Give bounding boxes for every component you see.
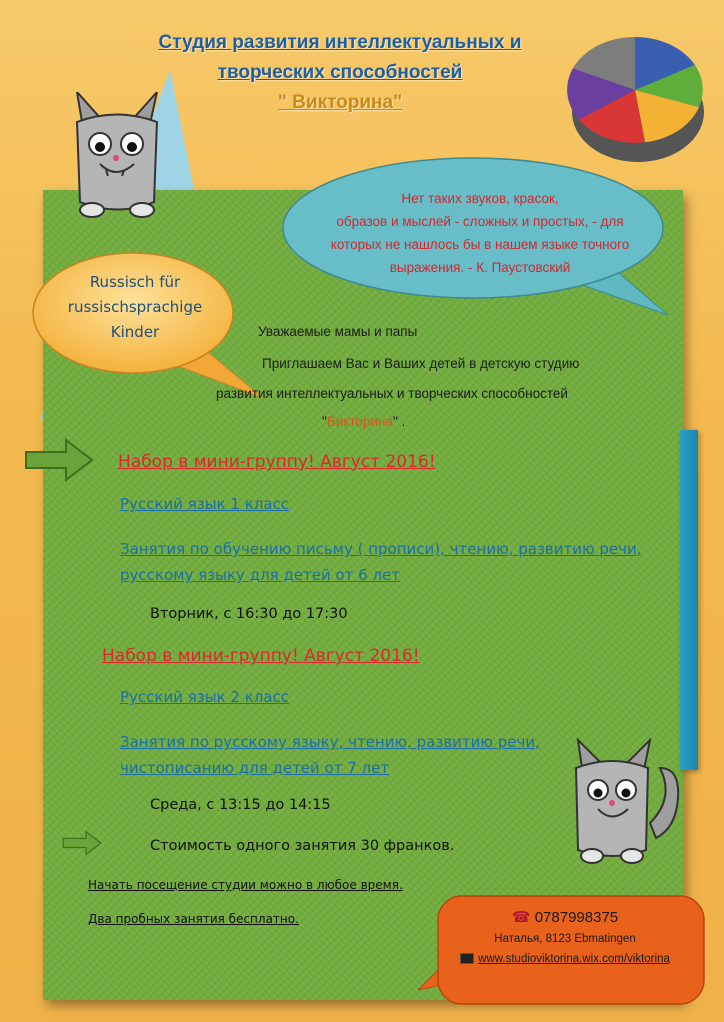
laptop-icon — [460, 953, 474, 964]
russisch-line-3: Kinder — [110, 323, 160, 341]
group1-heading: Набор в мини-группу! Август 2016! — [118, 452, 436, 472]
group1-course: Русский язык 1 класс — [120, 495, 290, 513]
note-trial: Два пробных занятия бесплатно. — [88, 912, 299, 926]
title-line-2: творческих способностей — [217, 62, 463, 83]
website-line — [440, 948, 690, 970]
address: Наталья, 8123 Ebmatingen — [494, 933, 636, 945]
russisch-text — [50, 270, 220, 345]
quote-line-3: которых не нашлось бы в нашем языке точного — [330, 237, 630, 252]
website-link[interactable]: www.studioviktorina.wix.com/viktorina — [478, 953, 670, 965]
greeting: Уважаемые мамы и папы — [258, 324, 418, 339]
quote-text — [290, 187, 670, 279]
note-anytime: Начать посещение студии можно в любое время. — [88, 878, 403, 892]
studio-name: Викторина — [326, 414, 393, 429]
arrow-right-icon — [62, 826, 102, 860]
group2-course: Русский язык 2 класс — [120, 688, 290, 706]
group2-schedule: Среда, с 13:15 до 14:15 — [150, 797, 331, 813]
group1-schedule: Вторник, с 16:30 до 17:30 — [150, 606, 348, 622]
page-title — [120, 28, 560, 118]
russisch-line-2: russischsprachige — [67, 298, 203, 316]
phone-number[interactable]: 0787998375 — [534, 909, 619, 926]
studio-name-line — [322, 414, 405, 429]
group2-heading: Набор в мини-группу! Август 2016! — [102, 646, 420, 666]
phone-line — [440, 906, 690, 930]
quote-line-2: образов и мыслей - сложных и простых, - для — [336, 214, 624, 229]
phone-icon: ☎ — [511, 909, 531, 926]
cat-icon — [62, 92, 172, 222]
invite-line-1: Приглашаем Вас и Ваших детей в детскую студию — [262, 356, 580, 371]
arrow-right-icon — [24, 438, 94, 482]
group1-desc-line-2: русскому языку для детей от 6 лет — [120, 566, 401, 584]
quote-line-4: выражения. - К. Паустовский — [389, 260, 571, 275]
title-line-3: " Викторина" — [277, 92, 403, 113]
cat-icon — [570, 738, 680, 868]
group2-desc-line-1: Занятия по русскому языку, чтению, развитию речи, — [120, 733, 540, 751]
contact-info — [440, 906, 690, 970]
quote-line-1: Нет таких звуков, красок, — [401, 191, 559, 206]
group1-desc-line-1: Занятия по обучению письму ( прописи), чтению, развитию речи, — [120, 540, 642, 558]
title-line-1: Студия развития интеллектуальных и — [158, 32, 522, 53]
teal-side-strip — [680, 430, 698, 770]
price: Стоимость одного занятия 30 франков. — [150, 838, 455, 854]
studio-quote-close: " . — [392, 414, 406, 429]
invite-line-2: развития интеллектуальных и творческих способностей — [216, 386, 568, 401]
russisch-line-1: Russisch für — [89, 273, 181, 291]
pie-chart-decoration — [560, 12, 710, 172]
studio-quote-open: " — [322, 414, 327, 429]
group2-desc-line-2: чистописанию для детей от 7 лет — [120, 759, 390, 777]
